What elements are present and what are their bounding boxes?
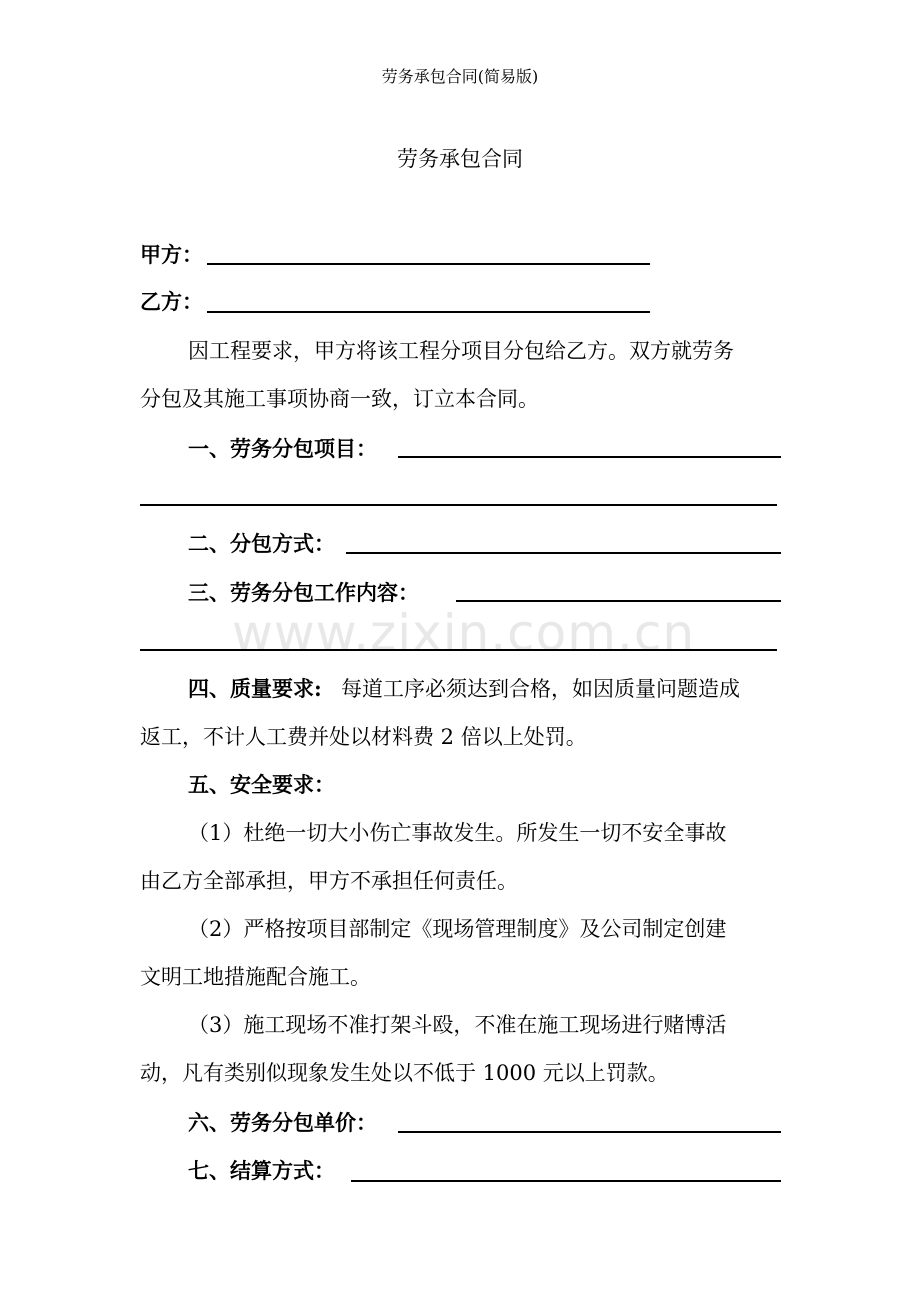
party-a-blank — [207, 263, 650, 265]
section-5-label: 五、安全要求： — [188, 772, 335, 797]
safety-item-3-line-1: （3）施工现场不准打架斗殴，不准在施工现场进行赌博活 — [188, 1013, 727, 1037]
section-3-label: 三、劳务分包工作内容： — [188, 580, 419, 605]
section-2-label: 二、分包方式： — [188, 531, 335, 556]
party-a-label: 甲方： — [140, 242, 203, 267]
section-4-label: 四、质量要求: — [188, 676, 322, 701]
safety-item-2-line-2: 文明工地措施配合施工。 — [140, 965, 371, 989]
intro-line-2: 分包及其施工事项协商一致，订立本合同。 — [140, 387, 539, 411]
section-4-line-1: 每道工序必须达到合格，如因质量问题造成 — [341, 677, 740, 701]
section-2-blank — [346, 552, 781, 554]
section-6-label: 六、劳务分包单价： — [188, 1110, 377, 1135]
party-b-blank — [207, 311, 650, 313]
section-7-blank — [351, 1180, 781, 1182]
section-4-line-2: 返工，不计人工费并处以材料费 2 倍以上处罚。 — [140, 725, 587, 749]
intro-line-1: 因工程要求，甲方将该工程分项目分包给乙方。双方就劳务 — [188, 339, 734, 363]
section-1-label: 一、劳务分包项目： — [188, 436, 377, 461]
header-title: 劳务承包合同(简易版) — [381, 67, 539, 86]
section-3-blank-2 — [140, 649, 777, 651]
section-7-label: 七、结算方式： — [188, 1158, 335, 1183]
document-title: 劳务承包合同 — [397, 147, 523, 171]
safety-item-1-line-1: （1）杜绝一切大小伤亡事故发生。所发生一切不安全事故 — [188, 821, 727, 845]
safety-item-2-line-1: （2）严格按项目部制定《现场管理制度》及公司制定创建 — [188, 917, 727, 941]
section-1-blank — [398, 456, 781, 458]
party-b-label: 乙方： — [140, 289, 203, 314]
safety-item-1-line-2: 由乙方全部承担，甲方不承担任何责任。 — [140, 869, 518, 893]
section-6-blank — [398, 1131, 781, 1133]
section-1-blank-2 — [140, 504, 777, 506]
safety-item-3-line-2: 动，凡有类别似现象发生处以不低于 1000 元以上罚款。 — [140, 1061, 669, 1085]
watermark: www.zixin.com.cn — [232, 604, 696, 662]
